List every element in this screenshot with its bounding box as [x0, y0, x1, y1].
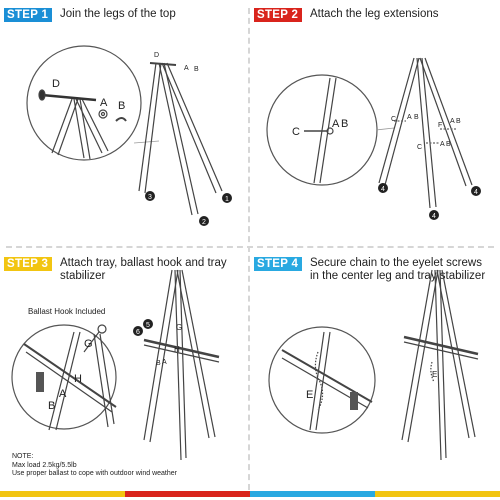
- label-a: A: [59, 388, 67, 400]
- label-d-small: D: [154, 52, 160, 59]
- step-2-illustration: [254, 3, 494, 243]
- label-b: B: [118, 100, 126, 112]
- step-4-title: Secure chain to the eyelet screws in the center leg and tray stabilizer: [310, 257, 486, 282]
- label-a-small-3: A: [440, 141, 445, 148]
- footer-bar-blue: [250, 491, 375, 497]
- footer-bar-yellow-2: [375, 491, 500, 497]
- num-6: 6: [136, 329, 140, 336]
- step-4-badge: STEP 4: [254, 257, 302, 271]
- label-g: G: [84, 338, 93, 350]
- step-4-panel: [254, 252, 494, 492]
- step-3-badge: STEP 3: [4, 257, 52, 271]
- step-1-title: Join the legs of the top: [60, 8, 176, 20]
- step-3-title: Attach tray, ballast hook and tray stabilizer: [60, 257, 227, 282]
- num-2: 2: [202, 219, 206, 226]
- step-2-panel: [254, 3, 494, 243]
- note-heading: NOTE:: [12, 453, 34, 460]
- step-1-panel: [4, 3, 244, 243]
- label-a-small: A: [184, 65, 189, 72]
- label-b-small-3: B: [446, 141, 451, 148]
- step-2-title: Attach the leg extensions: [310, 8, 439, 20]
- note-line-1: Max load 2.5kg/5.5lb: [12, 461, 77, 469]
- label-a-small-2: A: [450, 118, 455, 125]
- label-a-small-1: A: [407, 114, 412, 121]
- label-b: B: [341, 118, 349, 130]
- num-4-b: 4: [432, 213, 436, 220]
- num-5: 5: [146, 322, 150, 329]
- label-b-small-1: B: [414, 114, 419, 121]
- label-a: A: [332, 118, 340, 130]
- num-4-c: 4: [474, 189, 478, 196]
- label-c-small-1: C: [391, 116, 397, 123]
- note-line-2: Use proper ballast to cope with outdoor wind weather: [12, 470, 177, 478]
- label-d: D: [52, 78, 60, 90]
- label-h-small: H: [174, 345, 180, 354]
- label-e: E: [306, 389, 314, 401]
- label-g-small: G: [176, 323, 183, 332]
- label-a-small: A: [162, 359, 167, 366]
- num-1: 1: [225, 196, 229, 203]
- vertical-divider: [248, 8, 250, 490]
- step-1-illustration: [4, 3, 244, 243]
- label-h: H: [74, 373, 82, 385]
- label-b-small: B: [194, 66, 199, 73]
- ballast-hook-label: Ballast Hook Included: [28, 307, 106, 316]
- label-b-small-2: B: [456, 118, 461, 125]
- label-c-small-2: C: [417, 144, 423, 151]
- num-3: 3: [148, 194, 152, 201]
- footer-bar-red: [125, 491, 250, 497]
- label-f: F: [438, 122, 443, 129]
- note-block: [12, 453, 177, 479]
- num-4-a: 4: [381, 186, 385, 193]
- step-3-numbers: [133, 319, 153, 336]
- step-4-illustration: [254, 252, 494, 492]
- label-a: A: [100, 97, 108, 109]
- label-c: C: [292, 126, 300, 138]
- step-2-badge: STEP 2: [254, 8, 302, 22]
- footer-bar-yellow: [0, 491, 125, 497]
- label-b-small: B: [156, 360, 161, 367]
- label-b: B: [48, 400, 56, 412]
- label-e-small: E: [432, 370, 438, 379]
- step-1-badge: STEP 1: [4, 8, 52, 22]
- horizontal-divider: [6, 246, 494, 248]
